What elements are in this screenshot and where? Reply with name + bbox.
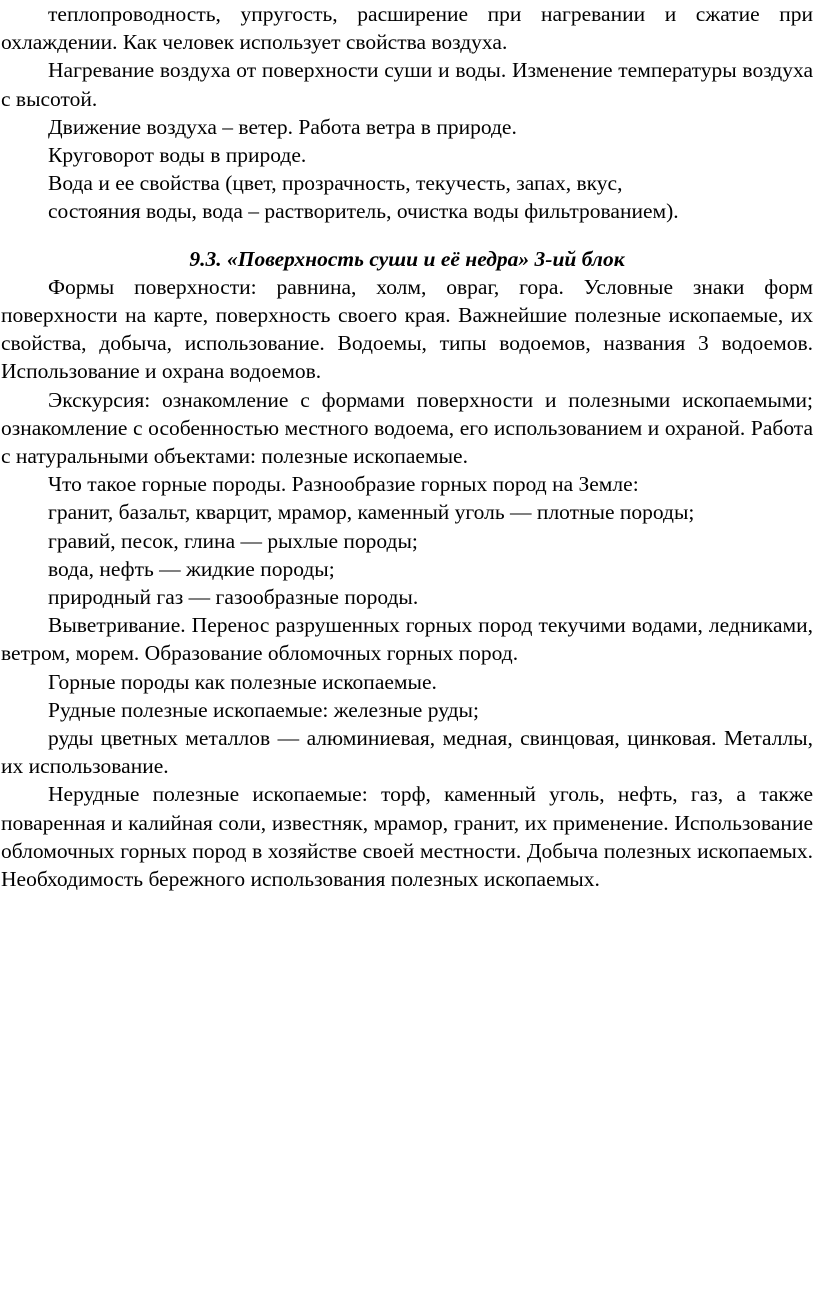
paragraph-water-cycle: Круговорот воды в природе.: [48, 143, 307, 168]
list-item-gaseous-rocks: природный газ — газообразные породы.: [48, 585, 419, 610]
section-heading: 9.3. «Поверхность суши и её недра» 3-ий блок: [189, 246, 625, 271]
list-item-liquid-rocks: вода, нефть — жидкие породы;: [48, 556, 335, 581]
paragraph-nonferrous-ores: руды цветных металлов — алюминиевая, медная, свинцовая, цинковая. Металлы, их использование.: [1, 726, 813, 779]
list-item-loose-rocks: гравий, песок, глина — рыхлые породы;: [48, 528, 418, 553]
paragraph-nonmetallic-minerals: Нерудные полезные ископаемые: торф, каменный уголь, нефть, газ, а также поваренная и калийная соли, известняк, мрамор, гранит, их применение. Использование обломочных горных пород в хозяйстве своей местности. Добыча полезных ископаемых. Необходимость бережного использования полезных ископаемых.: [1, 782, 813, 892]
paragraph-wind: Движение воздуха – ветер. Работа ветра в природе.: [48, 114, 517, 139]
paragraph-weathering: Выветривание. Перенос разрушенных горных пород текучими водами, ледниками, ветром, морем. Образование обломочных горных пород.: [1, 613, 813, 666]
paragraph-water-properties: Вода и ее свойства (цвет, прозрачность, текучесть, запах, вкус,: [48, 171, 623, 196]
paragraph-ore-minerals: Рудные полезные ископаемые: железные руды;: [48, 697, 479, 722]
paragraph-excursion: Экскурсия: ознакомление с формами поверхности и полезными ископаемыми; ознакомление с особенностью местного водоема, его использованием и охраной. Работа с натуральными объектами: полезные ископаемые.: [1, 387, 813, 469]
paragraph-rocks-as-minerals: Горные породы как полезные ископаемые.: [48, 669, 437, 694]
paragraph-water-states: состояния воды, вода – растворитель, очистка воды фильтрованием).: [48, 199, 679, 224]
paragraph-air-properties: теплопроводность, упругость, расширение при нагревании и сжатие при охлаждении. Как человек использует свойства воздуха.: [1, 2, 813, 55]
list-item-dense-rocks: гранит, базальт, кварцит, мрамор, каменный уголь — плотные породы;: [48, 500, 695, 525]
document-page: [1, 0, 813, 893]
paragraph-air-heating: Нагревание воздуха от поверхности суши и воды. Изменение температуры воздуха с высотой.: [1, 58, 813, 111]
paragraph-surface-forms: Формы поверхности: равнина, холм, овраг, гора. Условные знаки форм поверхности на карте, поверхность своего края. Важнейшие полезные ископаемые, их свойства, добыча, использование. Водоемы, типы водоемов, названия 3 водоемов. Использование и охрана водоемов.: [1, 274, 813, 384]
paragraph-rocks-intro: Что такое горные породы. Разнообразие горных пород на Земле:: [48, 472, 639, 497]
